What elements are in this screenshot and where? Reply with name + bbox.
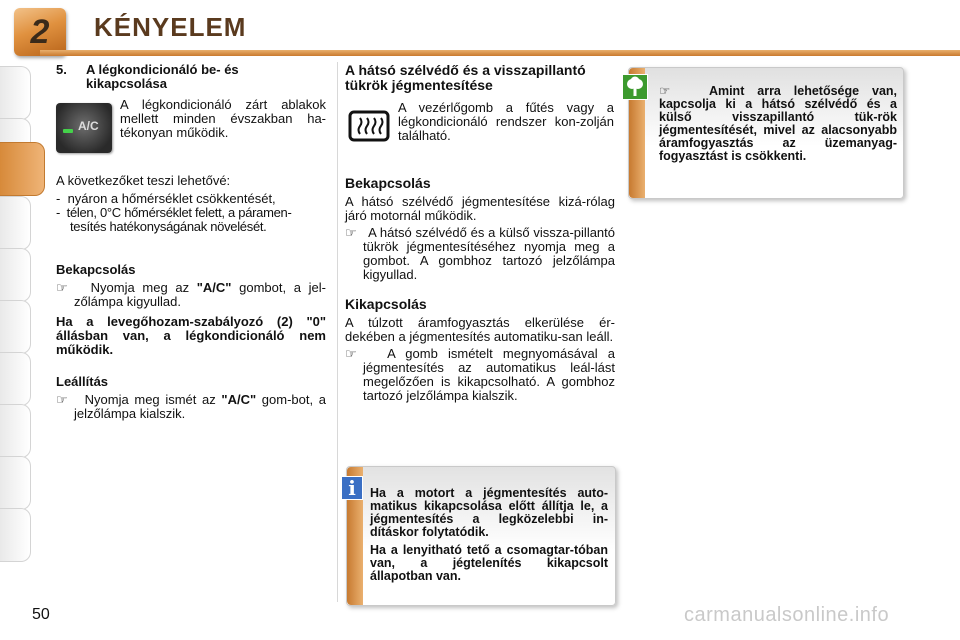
- ac-button-label: A/C: [78, 119, 99, 133]
- eco-tree-icon: [622, 74, 648, 100]
- ac-off-block: [56, 375, 326, 421]
- defrost-heading: A hátsó szélvédő és a visszapillantó tükrök jégmentesítése: [345, 62, 586, 93]
- info-paragraph-1: Ha a motort a jégmentesítés auto-matikus kikapcsolása előtt állítja le, a jégmentesítés a legközelebbi in-dításkor folytatódik.: [370, 486, 608, 539]
- heading-number: 5.: [56, 62, 67, 77]
- defrost-off-block: [345, 297, 615, 403]
- allows-item-2: - télen, 0°C hőmérséklet felett, a páramen-tesítés hatékonyságának növelését.: [56, 205, 292, 234]
- defrost-off-bullet: ☞ A gomb ismételt megnyomásával a jégmentesítés az automatikus leál-lást megelőzően is kikapcsolható. A gombhoz tartozó jelzőlámpa kialszik.: [345, 346, 615, 403]
- ac-off-bullet: ☞ Nyomja meg ismét az "A/C" gom-bot, a jelzőlámpa kialszik.: [56, 392, 326, 421]
- bullet-icon: ☞: [56, 392, 68, 407]
- allows-item-1: - nyáron a hőmérséklet csökkentését,: [56, 191, 276, 206]
- ac-button-image: [56, 103, 112, 153]
- bullet-icon: ☞: [345, 225, 357, 240]
- chapter-tab-4[interactable]: [0, 248, 31, 302]
- chapter-tab-1[interactable]: [0, 66, 31, 120]
- defrost-on-desc: A hátsó szélvédő jégmentesítése kizá-rólag járó motornál működik.: [345, 194, 615, 223]
- defrost-off-desc: A túlzott áramfogyasztás elkerülése ér-dekében a jégmentesítés automatiku-san leáll.: [345, 315, 615, 344]
- info-paragraph-2: Ha a lenyitható tető a csomagtar-tóban van, a jégtelenítés kikapcsolt állapotban van.: [370, 543, 608, 583]
- chapter-badge: [14, 8, 66, 56]
- defrost-on-block: [345, 176, 615, 282]
- column-divider: [337, 62, 338, 602]
- ac-heading: [56, 63, 326, 91]
- defrost-off-title: Kikapcsolás: [345, 296, 427, 312]
- ac-on-title: Bekapcsolás: [56, 262, 136, 277]
- heading-text: A légkondicionáló be- és kikapcsolása: [86, 62, 239, 91]
- eco-tip-text: ☞ Amint arra lehetősége van, kapcsolja ki a hátsó szélvédő és a külső visszapillantó tük-rök jégmentesítését, mivel az alacsonyabb áramfogyasztás az üzemanyag-fogyasztást is csökkenti.: [659, 84, 898, 163]
- bullet-icon: ☞: [345, 346, 357, 361]
- ac-on-block: [56, 263, 326, 357]
- chapter-tab-active[interactable]: [0, 142, 45, 196]
- info-icon: i: [341, 476, 363, 500]
- ac-indicator-light: [63, 129, 73, 133]
- info-text: [370, 487, 608, 583]
- allows-text: A következőket teszi lehetővé:: [56, 173, 231, 188]
- chapter-number: 2: [30, 12, 50, 51]
- chapter-tab-9[interactable]: [0, 508, 31, 562]
- chapter-tab-3[interactable]: [0, 196, 31, 250]
- rear-defrost-icon: [348, 108, 390, 146]
- chapter-tab-8[interactable]: [0, 456, 31, 510]
- defrost-control-text: A vezérlőgomb a fűtés vagy a légkondicionáló rendszer kon-zolján található.: [398, 100, 614, 143]
- bullet-icon: ☞: [56, 280, 68, 295]
- allows-block: [56, 174, 326, 234]
- chapter-tab-5[interactable]: [0, 300, 31, 354]
- chapter-tab-6[interactable]: [0, 352, 31, 406]
- ac-intro: A légkondicionáló zárt ablakok mellett minden évszakban ha-tékonyan működik.: [120, 97, 326, 140]
- chapter-tab-7[interactable]: [0, 404, 31, 458]
- ac-off-title: Leállítás: [56, 374, 109, 389]
- defrost-on-bullet: ☞ A hátsó szélvédő és a külső vissza-pillantó tükrök jégmentesítéséhez nyomja meg a gombot. A gombhoz tartozó jelzőlámpa kigyullad.: [345, 225, 616, 282]
- header-divider: [40, 50, 960, 56]
- ac-on-bullet: ☞ Nyomja meg az "A/C" gombot, a jel-zőlámpa kigyullad.: [56, 280, 327, 309]
- watermark: carmanualsonline.info: [684, 604, 890, 626]
- defrost-on-title: Bekapcsolás: [345, 175, 431, 191]
- ac-warning: Ha a levegőhozam-szabályozó (2) "0" állásban van, a légkondicionáló nem működik.: [56, 314, 326, 357]
- page-title: KÉNYELEM: [94, 12, 247, 42]
- bullet-icon: ☞: [659, 84, 671, 98]
- page-number: 50: [32, 606, 50, 623]
